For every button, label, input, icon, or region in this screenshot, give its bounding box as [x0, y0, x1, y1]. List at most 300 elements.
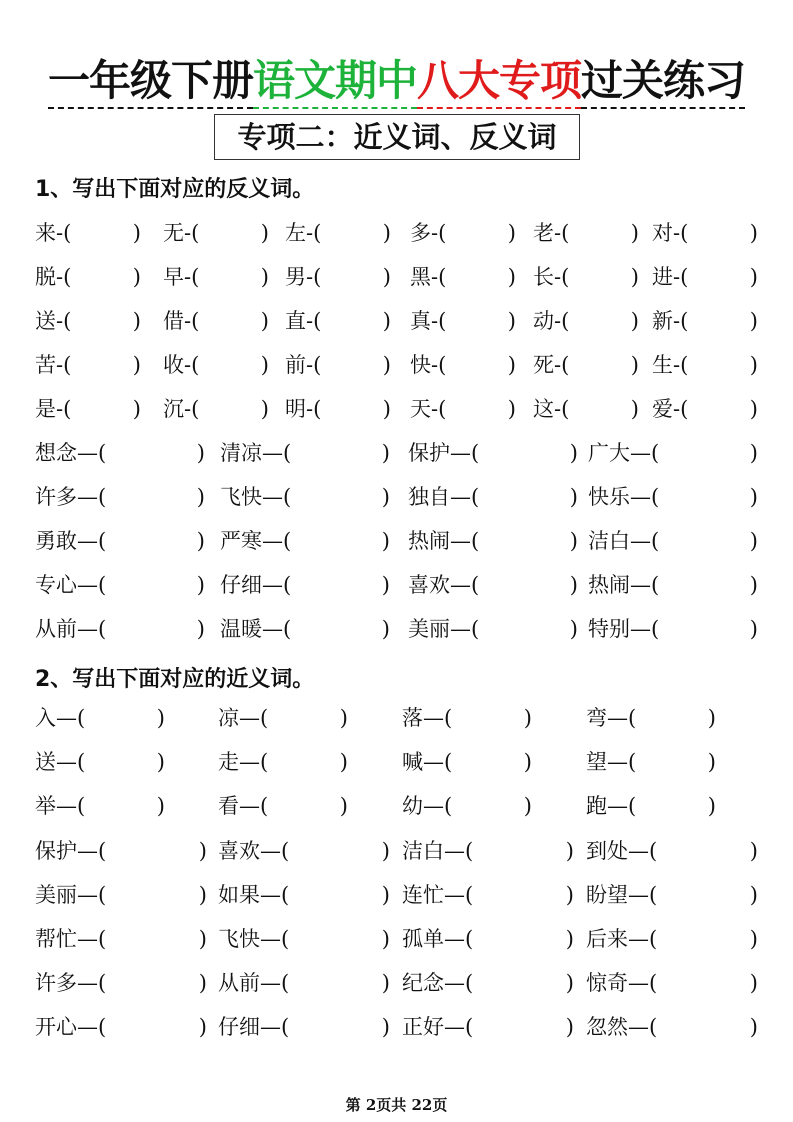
answer-open-paren[interactable]: ( [438, 353, 447, 377]
exercise-row [0, 703, 793, 733]
answer-close-paren[interactable]: ) [507, 397, 516, 421]
exercise-item [533, 262, 639, 292]
answer-close-paren[interactable]: ) [339, 706, 348, 730]
item-dash: - [306, 265, 314, 289]
answer-open-paren[interactable]: ( [77, 794, 86, 818]
item-dash: - [184, 221, 192, 245]
answer-close-paren[interactable]: ) [381, 573, 390, 597]
answer-close-paren[interactable]: ) [507, 353, 516, 377]
answer-close-paren[interactable]: ) [565, 971, 574, 995]
answer-open-paren[interactable]: ( [281, 927, 290, 951]
answer-close-paren[interactable]: ) [260, 397, 269, 421]
item-dash: — [77, 971, 98, 995]
item-dash: — [607, 750, 628, 774]
item-dash: — [262, 617, 283, 641]
answer-open-paren[interactable]: ( [98, 883, 107, 907]
item-dash: — [260, 1015, 281, 1039]
answer-close-paren[interactable]: ) [339, 794, 348, 818]
answer-open-paren[interactable]: ( [191, 397, 200, 421]
answer-close-paren[interactable]: ) [381, 927, 390, 951]
answer-close-paren[interactable]: ) [569, 529, 578, 553]
answer-close-paren[interactable]: ) [381, 441, 390, 465]
answer-close-paren[interactable]: ) [523, 750, 532, 774]
answer-open-paren[interactable]: ( [471, 485, 480, 509]
exercise-item [35, 262, 141, 292]
answer-close-paren[interactable]: ) [382, 221, 391, 245]
answer-open-paren[interactable]: ( [651, 573, 660, 597]
answer-close-paren[interactable]: ) [523, 706, 532, 730]
answer-open-paren[interactable]: ( [283, 485, 292, 509]
answer-close-paren[interactable]: ) [507, 265, 516, 289]
item-dash: - [56, 353, 64, 377]
answer-close-paren[interactable]: ) [507, 309, 516, 333]
answer-open-paren[interactable]: ( [465, 839, 474, 863]
item-dash: - [184, 309, 192, 333]
answer-open-paren[interactable]: ( [283, 441, 292, 465]
answer-open-paren[interactable]: ( [283, 617, 292, 641]
answer-close-paren[interactable]: ) [565, 839, 574, 863]
item-dash: — [628, 883, 649, 907]
answer-close-paren[interactable]: ) [260, 353, 269, 377]
answer-open-paren[interactable]: ( [191, 309, 200, 333]
item-dash: - [673, 309, 681, 333]
answer-open-paren[interactable]: ( [471, 573, 480, 597]
answer-close-paren[interactable]: ) [630, 265, 639, 289]
answer-close-paren[interactable]: ) [381, 529, 390, 553]
exercise-item [402, 791, 532, 821]
answer-close-paren[interactable]: ) [260, 265, 269, 289]
item-word: 盼望 [586, 883, 628, 907]
item-dash: — [607, 794, 628, 818]
answer-close-paren[interactable]: ) [630, 309, 639, 333]
answer-open-paren[interactable]: ( [680, 353, 689, 377]
exercise-item [285, 218, 391, 248]
exercise-item [163, 306, 269, 336]
item-dash: - [56, 221, 64, 245]
answer-close-paren[interactable]: ) [132, 221, 141, 245]
answer-close-paren[interactable]: ) [569, 441, 578, 465]
item-word: 热闹 [588, 573, 630, 597]
answer-close-paren[interactable]: ) [749, 397, 758, 421]
answer-close-paren[interactable]: ) [382, 397, 391, 421]
item-word: 早 [163, 265, 184, 289]
answer-open-paren[interactable]: ( [63, 265, 72, 289]
exercise-item [35, 614, 205, 644]
item-dash: - [306, 353, 314, 377]
item-word: 天 [410, 397, 431, 421]
answer-open-paren[interactable]: ( [313, 309, 322, 333]
answer-open-paren[interactable]: ( [680, 265, 689, 289]
exercise-item [402, 747, 532, 777]
exercise-item [35, 438, 205, 468]
answer-open-paren[interactable]: ( [63, 309, 72, 333]
exercise-row [0, 1012, 793, 1042]
answer-close-paren[interactable]: ) [565, 927, 574, 951]
answer-open-paren[interactable]: ( [98, 573, 107, 597]
item-dash: - [554, 221, 562, 245]
answer-close-paren[interactable]: ) [749, 573, 758, 597]
answer-close-paren[interactable]: ) [749, 839, 758, 863]
answer-close-paren[interactable]: ) [381, 1015, 390, 1039]
exercise-item [408, 526, 578, 556]
item-word: 直 [285, 309, 306, 333]
item-dash: — [77, 485, 98, 509]
item-dash: - [56, 309, 64, 333]
answer-close-paren[interactable]: ) [630, 221, 639, 245]
item-dash: - [673, 221, 681, 245]
item-word: 许多 [35, 971, 77, 995]
answer-close-paren[interactable]: ) [749, 927, 758, 951]
answer-open-paren[interactable]: ( [281, 839, 290, 863]
answer-open-paren[interactable]: ( [77, 750, 86, 774]
answer-close-paren[interactable]: ) [198, 839, 207, 863]
answer-close-paren[interactable]: ) [198, 971, 207, 995]
answer-close-paren[interactable]: ) [630, 397, 639, 421]
exercise-item [35, 1012, 207, 1042]
exercise-item [218, 880, 390, 910]
answer-close-paren[interactable]: ) [749, 221, 758, 245]
exercise-row [0, 791, 793, 821]
page-title [0, 48, 793, 108]
exercise-item [588, 482, 758, 512]
item-dash: — [77, 839, 98, 863]
item-dash: — [77, 573, 98, 597]
answer-open-paren[interactable]: ( [98, 617, 107, 641]
item-dash: — [628, 927, 649, 951]
answer-open-paren[interactable]: ( [561, 221, 570, 245]
answer-close-paren[interactable]: ) [156, 794, 165, 818]
answer-close-paren[interactable]: ) [749, 485, 758, 509]
answer-close-paren[interactable]: ) [381, 617, 390, 641]
exercise-item [402, 880, 574, 910]
answer-open-paren[interactable]: ( [561, 397, 570, 421]
answer-open-paren[interactable]: ( [438, 221, 447, 245]
item-word: 来 [35, 221, 56, 245]
exercise-item [218, 1012, 390, 1042]
answer-open-paren[interactable]: ( [98, 971, 107, 995]
answer-open-paren[interactable]: ( [63, 221, 72, 245]
answer-open-paren[interactable]: ( [465, 971, 474, 995]
exercise-item [220, 570, 390, 600]
item-word: 如果 [218, 883, 260, 907]
answer-open-paren[interactable]: ( [281, 971, 290, 995]
answer-close-paren[interactable]: ) [198, 927, 207, 951]
answer-open-paren[interactable]: ( [465, 1015, 474, 1039]
answer-open-paren[interactable]: ( [283, 529, 292, 553]
answer-open-paren[interactable]: ( [649, 971, 658, 995]
item-word: 落 [402, 706, 423, 730]
answer-open-paren[interactable]: ( [680, 221, 689, 245]
item-word: 进 [652, 265, 673, 289]
answer-close-paren[interactable]: ) [565, 1015, 574, 1039]
exercise-item [410, 262, 516, 292]
exercise-item [35, 526, 205, 556]
answer-close-paren[interactable]: ) [569, 485, 578, 509]
item-word: 真 [410, 309, 431, 333]
item-word: 正好 [402, 1015, 444, 1039]
answer-close-paren[interactable]: ) [196, 441, 205, 465]
item-word: 跑 [586, 794, 607, 818]
exercise-row [0, 924, 793, 954]
answer-open-paren[interactable]: ( [471, 441, 480, 465]
answer-open-paren[interactable]: ( [281, 1015, 290, 1039]
item-dash: — [444, 971, 465, 995]
answer-open-paren[interactable]: ( [260, 794, 269, 818]
answer-open-paren[interactable]: ( [680, 397, 689, 421]
item-dash: - [673, 397, 681, 421]
answer-close-paren[interactable]: ) [156, 706, 165, 730]
item-dash: - [673, 265, 681, 289]
answer-close-paren[interactable]: ) [565, 883, 574, 907]
item-dash: — [450, 485, 471, 509]
answer-close-paren[interactable]: ) [196, 617, 205, 641]
answer-open-paren[interactable]: ( [465, 883, 474, 907]
item-dash: — [260, 971, 281, 995]
item-dash: — [628, 971, 649, 995]
exercise-item [35, 968, 207, 998]
item-word: 这 [533, 397, 554, 421]
answer-close-paren[interactable]: ) [198, 883, 207, 907]
answer-close-paren[interactable]: ) [630, 353, 639, 377]
answer-open-paren[interactable]: ( [281, 883, 290, 907]
answer-open-paren[interactable]: ( [438, 397, 447, 421]
answer-open-paren[interactable]: ( [465, 927, 474, 951]
item-dash: — [262, 573, 283, 597]
answer-open-paren[interactable]: ( [191, 221, 200, 245]
answer-open-paren[interactable]: ( [283, 573, 292, 597]
exercise-item [588, 526, 758, 556]
answer-open-paren[interactable]: ( [628, 750, 637, 774]
exercise-item [402, 968, 574, 998]
item-dash: - [431, 397, 439, 421]
answer-open-paren[interactable]: ( [444, 706, 453, 730]
answer-close-paren[interactable]: ) [749, 441, 758, 465]
answer-close-paren[interactable]: ) [260, 221, 269, 245]
answer-open-paren[interactable]: ( [649, 839, 658, 863]
item-word: 飞快 [218, 927, 260, 951]
answer-close-paren[interactable]: ) [749, 529, 758, 553]
item-dash: — [77, 529, 98, 553]
item-word: 喜欢 [218, 839, 260, 863]
answer-open-paren[interactable]: ( [313, 221, 322, 245]
item-word: 后来 [586, 927, 628, 951]
item-word: 美丽 [408, 617, 450, 641]
item-dash: - [673, 353, 681, 377]
answer-open-paren[interactable]: ( [649, 1015, 658, 1039]
answer-close-paren[interactable]: ) [132, 309, 141, 333]
exercise-item [218, 791, 348, 821]
answer-close-paren[interactable]: ) [749, 883, 758, 907]
item-dash: - [554, 397, 562, 421]
answer-open-paren[interactable]: ( [98, 839, 107, 863]
item-dash: - [306, 309, 314, 333]
item-word: 仔细 [218, 1015, 260, 1039]
answer-close-paren[interactable]: ) [749, 353, 758, 377]
answer-open-paren[interactable]: ( [98, 529, 107, 553]
item-word: 望 [586, 750, 607, 774]
answer-open-paren[interactable]: ( [561, 309, 570, 333]
answer-close-paren[interactable]: ) [569, 573, 578, 597]
answer-close-paren[interactable]: ) [339, 750, 348, 774]
answer-close-paren[interactable]: ) [381, 839, 390, 863]
exercise-item [402, 1012, 574, 1042]
answer-open-paren[interactable]: ( [191, 353, 200, 377]
exercise-item [586, 836, 758, 866]
answer-open-paren[interactable]: ( [444, 794, 453, 818]
section1-heading: 1、写出下面对应的反义词。 [35, 177, 315, 202]
item-dash: — [450, 617, 471, 641]
item-word: 热闹 [408, 529, 450, 553]
exercise-row [0, 880, 793, 910]
exercise-item [408, 438, 578, 468]
section2-heading: 2、写出下面对应的近义词。 [35, 667, 315, 692]
answer-open-paren[interactable]: ( [651, 617, 660, 641]
exercise-item [588, 438, 758, 468]
item-dash: — [239, 794, 260, 818]
title-part-1: 一年级下册 [48, 56, 253, 109]
answer-open-paren[interactable]: ( [649, 883, 658, 907]
item-dash: — [444, 927, 465, 951]
answer-close-paren[interactable]: ) [196, 573, 205, 597]
answer-close-paren[interactable]: ) [749, 617, 758, 641]
answer-open-paren[interactable]: ( [98, 1015, 107, 1039]
item-dash: — [423, 794, 444, 818]
answer-close-paren[interactable]: ) [132, 265, 141, 289]
item-dash: — [444, 1015, 465, 1039]
answer-close-paren[interactable]: ) [381, 883, 390, 907]
item-word: 到处 [586, 839, 628, 863]
answer-close-paren[interactable]: ) [707, 750, 716, 774]
exercise-item [35, 482, 205, 512]
answer-open-paren[interactable]: ( [438, 309, 447, 333]
answer-close-paren[interactable]: ) [749, 265, 758, 289]
item-word: 新 [652, 309, 673, 333]
answer-close-paren[interactable]: ) [707, 706, 716, 730]
item-word: 美丽 [35, 883, 77, 907]
answer-close-paren[interactable]: ) [707, 794, 716, 818]
answer-open-paren[interactable]: ( [98, 927, 107, 951]
answer-open-paren[interactable]: ( [260, 750, 269, 774]
answer-open-paren[interactable]: ( [628, 794, 637, 818]
answer-close-paren[interactable]: ) [381, 485, 390, 509]
answer-open-paren[interactable]: ( [63, 397, 72, 421]
answer-close-paren[interactable]: ) [507, 221, 516, 245]
item-word: 孤单 [402, 927, 444, 951]
exercise-item [402, 924, 574, 954]
answer-close-paren[interactable]: ) [382, 309, 391, 333]
answer-open-paren[interactable]: ( [628, 706, 637, 730]
answer-close-paren[interactable]: ) [523, 794, 532, 818]
exercise-item [652, 218, 758, 248]
exercise-item [220, 614, 390, 644]
item-word: 多 [410, 221, 431, 245]
item-dash: — [56, 794, 77, 818]
answer-open-paren[interactable]: ( [561, 353, 570, 377]
answer-open-paren[interactable]: ( [649, 927, 658, 951]
answer-open-paren[interactable]: ( [77, 706, 86, 730]
answer-open-paren[interactable]: ( [471, 529, 480, 553]
answer-close-paren[interactable]: ) [196, 529, 205, 553]
item-dash: - [306, 397, 314, 421]
item-word: 许多 [35, 485, 77, 509]
answer-open-paren[interactable]: ( [98, 441, 107, 465]
item-word: 苦 [35, 353, 56, 377]
exercise-item [652, 306, 758, 336]
item-word: 爱 [652, 397, 673, 421]
answer-open-paren[interactable]: ( [471, 617, 480, 641]
exercise-item [652, 262, 758, 292]
item-dash: — [450, 573, 471, 597]
exercise-item [285, 350, 391, 380]
answer-close-paren[interactable]: ) [749, 309, 758, 333]
item-word: 喜欢 [408, 573, 450, 597]
answer-close-paren[interactable]: ) [132, 397, 141, 421]
answer-close-paren[interactable]: ) [749, 971, 758, 995]
answer-close-paren[interactable]: ) [381, 971, 390, 995]
title-part-4: 过关练习 [581, 56, 745, 109]
answer-open-paren[interactable]: ( [438, 265, 447, 289]
answer-open-paren[interactable]: ( [313, 397, 322, 421]
answer-close-paren[interactable]: ) [260, 309, 269, 333]
item-word: 无 [163, 221, 184, 245]
item-word: 从前 [35, 617, 77, 641]
exercise-item [285, 262, 391, 292]
exercise-item [588, 614, 758, 644]
answer-open-paren[interactable]: ( [444, 750, 453, 774]
item-word: 想念 [35, 441, 77, 465]
exercise-item [35, 306, 141, 336]
exercise-row [0, 747, 793, 777]
answer-close-paren[interactable]: ) [196, 485, 205, 509]
item-word: 男 [285, 265, 306, 289]
answer-open-paren[interactable]: ( [191, 265, 200, 289]
exercise-item [586, 880, 758, 910]
exercise-item [218, 968, 390, 998]
answer-close-paren[interactable]: ) [382, 353, 391, 377]
item-word: 送 [35, 750, 56, 774]
exercise-row [0, 306, 793, 336]
answer-close-paren[interactable]: ) [749, 1015, 758, 1039]
item-dash: — [630, 529, 651, 553]
answer-open-paren[interactable]: ( [561, 265, 570, 289]
answer-open-paren[interactable]: ( [651, 529, 660, 553]
answer-open-paren[interactable]: ( [63, 353, 72, 377]
exercise-item [586, 968, 758, 998]
item-dash: — [450, 441, 471, 465]
exercise-row [0, 614, 793, 644]
answer-open-paren[interactable]: ( [651, 485, 660, 509]
item-word: 飞快 [220, 485, 262, 509]
answer-close-paren[interactable]: ) [198, 1015, 207, 1039]
answer-open-paren[interactable]: ( [680, 309, 689, 333]
item-word: 左 [285, 221, 306, 245]
answer-close-paren[interactable]: ) [156, 750, 165, 774]
exercise-item [410, 350, 516, 380]
item-word: 专心 [35, 573, 77, 597]
answer-close-paren[interactable]: ) [382, 265, 391, 289]
answer-open-paren[interactable]: ( [651, 441, 660, 465]
answer-open-paren[interactable]: ( [313, 353, 322, 377]
answer-close-paren[interactable]: ) [132, 353, 141, 377]
exercise-item [586, 747, 716, 777]
answer-open-paren[interactable]: ( [98, 485, 107, 509]
answer-open-paren[interactable]: ( [313, 265, 322, 289]
answer-open-paren[interactable]: ( [260, 706, 269, 730]
item-word: 广大 [588, 441, 630, 465]
section-subtitle: 专项二：近义词、反义词 [214, 114, 580, 160]
exercise-item [35, 791, 165, 821]
answer-close-paren[interactable]: ) [569, 617, 578, 641]
